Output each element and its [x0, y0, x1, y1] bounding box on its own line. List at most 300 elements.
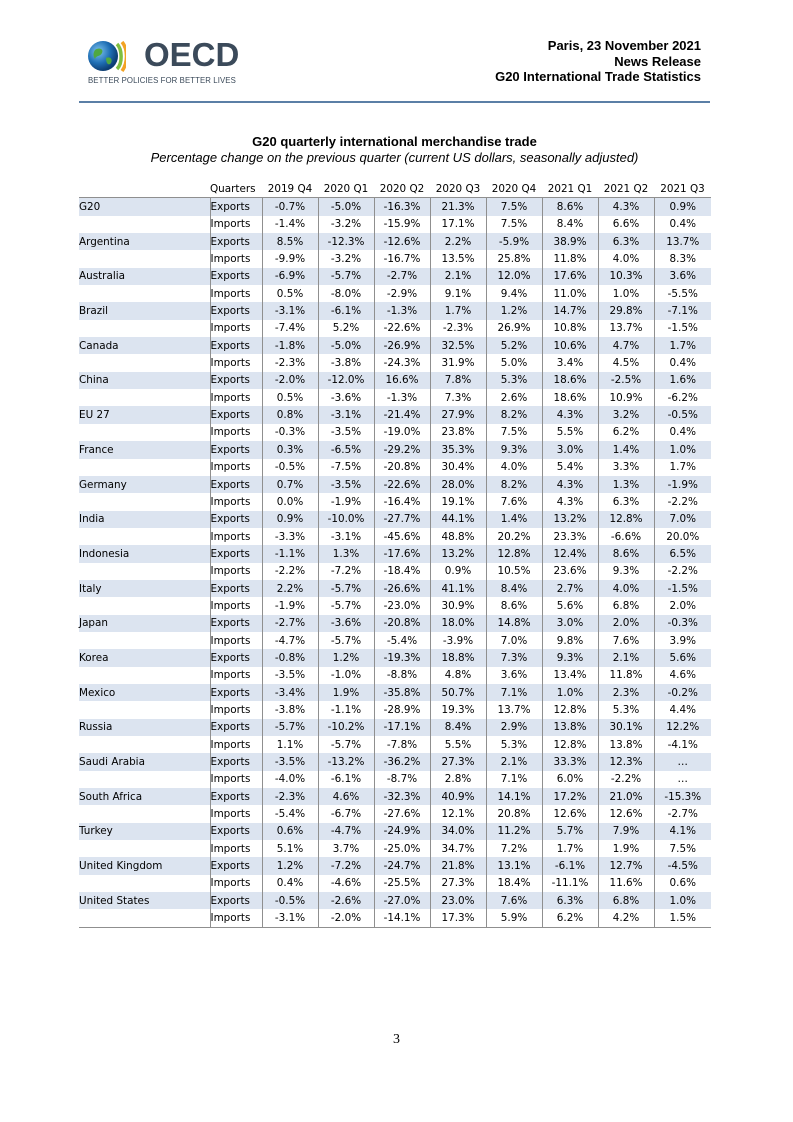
value-cell: 4.0% — [598, 250, 654, 267]
value-cell: -0.5% — [654, 406, 711, 423]
country-cell — [79, 216, 210, 233]
value-cell: -6.5% — [318, 441, 374, 458]
country-cell — [79, 250, 210, 267]
value-cell: 7.8% — [430, 372, 486, 389]
value-cell: … — [654, 753, 711, 770]
country-cell: United Kingdom — [79, 857, 210, 874]
value-cell: 8.4% — [486, 580, 542, 597]
value-cell: 3.0% — [542, 441, 598, 458]
table-row — [79, 372, 711, 389]
value-cell: 30.1% — [598, 719, 654, 736]
value-cell: 5.7% — [542, 823, 598, 840]
value-cell: 12.8% — [542, 736, 598, 753]
value-cell: 7.5% — [486, 216, 542, 233]
value-cell: 7.9% — [598, 823, 654, 840]
value-cell: 13.7% — [486, 701, 542, 718]
value-cell: 1.5% — [654, 909, 711, 927]
flow-cell: Exports — [210, 233, 262, 250]
country-cell — [79, 320, 210, 337]
value-cell: -2.7% — [374, 268, 430, 285]
value-cell: 32.5% — [430, 337, 486, 354]
value-cell: 13.8% — [542, 719, 598, 736]
value-cell: 0.9% — [262, 511, 318, 528]
table-row — [79, 216, 711, 233]
value-cell: -20.8% — [374, 459, 430, 476]
flow-cell: Exports — [210, 476, 262, 493]
value-cell: 1.0% — [654, 892, 711, 909]
value-cell: -14.1% — [374, 909, 430, 927]
value-cell: 16.6% — [374, 372, 430, 389]
value-cell: 17.3% — [430, 909, 486, 927]
value-cell: -4.1% — [654, 736, 711, 753]
value-cell: 4.0% — [598, 580, 654, 597]
value-cell: 17.6% — [542, 268, 598, 285]
value-cell: -1.5% — [654, 320, 711, 337]
country-cell — [79, 632, 210, 649]
value-cell: -2.3% — [262, 354, 318, 371]
value-cell: -3.3% — [262, 528, 318, 545]
flow-cell: Imports — [210, 216, 262, 233]
period-header: 2021 Q1 — [547, 182, 593, 195]
country-cell — [79, 389, 210, 406]
value-cell: 8.4% — [542, 216, 598, 233]
value-cell: 1.3% — [318, 545, 374, 562]
value-cell: -3.4% — [262, 684, 318, 701]
flow-cell: Imports — [210, 840, 262, 857]
flow-cell: Imports — [210, 320, 262, 337]
flow-cell: Exports — [210, 580, 262, 597]
value-cell: -5.7% — [318, 632, 374, 649]
country-cell: Italy — [79, 580, 210, 597]
value-cell: -0.5% — [262, 459, 318, 476]
country-cell: Russia — [79, 719, 210, 736]
value-cell: 14.1% — [486, 788, 542, 805]
country-cell — [79, 909, 210, 927]
value-cell: -7.2% — [318, 563, 374, 580]
table-row — [79, 667, 711, 684]
table-row — [79, 840, 711, 857]
table-row — [79, 892, 711, 909]
value-cell: -2.9% — [374, 285, 430, 302]
flow-cell: Imports — [210, 632, 262, 649]
table-row — [79, 736, 711, 753]
value-cell: -20.8% — [374, 615, 430, 632]
value-cell: 38.9% — [542, 233, 598, 250]
value-cell: 4.8% — [430, 667, 486, 684]
value-cell: -6.6% — [598, 528, 654, 545]
value-cell: -24.9% — [374, 823, 430, 840]
value-cell: -1.9% — [318, 493, 374, 510]
value-cell: -6.1% — [318, 771, 374, 788]
value-cell: -6.1% — [542, 857, 598, 874]
period-header: 2020 Q4 — [491, 182, 537, 195]
country-cell — [79, 285, 210, 302]
value-cell: 11.8% — [598, 667, 654, 684]
value-cell: -12.3% — [318, 233, 374, 250]
flow-cell: Imports — [210, 909, 262, 927]
release-type: News Release — [614, 53, 701, 69]
value-cell: 48.8% — [430, 528, 486, 545]
value-cell: 2.3% — [598, 684, 654, 701]
value-cell: -32.3% — [374, 788, 430, 805]
value-cell: 7.1% — [486, 684, 542, 701]
period-header: 2020 Q1 — [323, 182, 369, 195]
value-cell: 7.3% — [430, 389, 486, 406]
flow-cell: Exports — [210, 684, 262, 701]
value-cell: -2.0% — [318, 909, 374, 927]
value-cell: 20.0% — [654, 528, 711, 545]
value-cell: 12.3% — [598, 753, 654, 770]
value-cell: -19.3% — [374, 649, 430, 666]
value-cell: 23.3% — [542, 528, 598, 545]
table-row — [79, 909, 711, 927]
value-cell: -16.4% — [374, 493, 430, 510]
value-cell: 0.0% — [262, 493, 318, 510]
value-cell: 6.3% — [542, 892, 598, 909]
flow-cell: Exports — [210, 615, 262, 632]
header-row — [79, 180, 711, 198]
value-cell: 8.4% — [430, 719, 486, 736]
value-cell: -25.0% — [374, 840, 430, 857]
oecd-logo[interactable] — [86, 36, 246, 86]
value-cell: 5.3% — [486, 736, 542, 753]
flow-cell: Imports — [210, 528, 262, 545]
flow-cell: Exports — [210, 823, 262, 840]
quarters-header: Quarters — [210, 182, 256, 195]
value-cell: 7.5% — [486, 424, 542, 441]
value-cell: -5.7% — [318, 736, 374, 753]
value-cell: -24.7% — [374, 857, 430, 874]
value-cell: 12.8% — [486, 545, 542, 562]
value-cell: -2.3% — [262, 788, 318, 805]
value-cell: 33.3% — [542, 753, 598, 770]
table-row — [79, 389, 711, 406]
value-cell: 5.9% — [486, 909, 542, 927]
value-cell: -3.5% — [318, 476, 374, 493]
flow-cell: Imports — [210, 424, 262, 441]
table-row — [79, 857, 711, 874]
value-cell: -29.2% — [374, 441, 430, 458]
value-cell: 40.9% — [430, 788, 486, 805]
value-cell: -7.8% — [374, 736, 430, 753]
value-cell: 50.7% — [430, 684, 486, 701]
dateline: Paris, 23 November 2021 — [547, 38, 701, 53]
value-cell: 12.0% — [486, 268, 542, 285]
value-cell: 2.2% — [430, 233, 486, 250]
value-cell: 34.0% — [430, 823, 486, 840]
flow-cell: Imports — [210, 459, 262, 476]
value-cell: 1.9% — [318, 684, 374, 701]
table-row — [79, 528, 711, 545]
value-cell: 5.0% — [486, 354, 542, 371]
flow-cell: Exports — [210, 302, 262, 319]
table-row — [79, 441, 711, 458]
value-cell: -3.2% — [318, 250, 374, 267]
value-cell: 12.1% — [430, 805, 486, 822]
country-cell: India — [79, 511, 210, 528]
value-cell: 28.0% — [430, 476, 486, 493]
release-title: G20 International Trade Statistics — [495, 69, 701, 84]
value-cell: 12.8% — [542, 701, 598, 718]
value-cell: 3.7% — [318, 840, 374, 857]
value-cell: -4.7% — [262, 632, 318, 649]
table-row — [79, 563, 711, 580]
value-cell: 4.3% — [542, 406, 598, 423]
value-cell: 1.2% — [262, 857, 318, 874]
value-cell: 4.2% — [598, 909, 654, 927]
value-cell: 13.2% — [430, 545, 486, 562]
value-cell: 26.9% — [486, 320, 542, 337]
country-cell: Mexico — [79, 684, 210, 701]
value-cell: 5.1% — [262, 840, 318, 857]
value-cell: 21.8% — [430, 857, 486, 874]
value-cell: 1.9% — [598, 840, 654, 857]
table-body — [79, 198, 711, 927]
value-cell: 0.4% — [654, 216, 711, 233]
value-cell: -2.2% — [262, 563, 318, 580]
value-cell: 4.6% — [654, 667, 711, 684]
table-row — [79, 233, 711, 250]
value-cell: -5.9% — [486, 233, 542, 250]
table-row — [79, 545, 711, 562]
value-cell: -0.3% — [654, 615, 711, 632]
value-cell: 27.3% — [430, 753, 486, 770]
value-cell: 11.8% — [542, 250, 598, 267]
country-cell — [79, 424, 210, 441]
value-cell: 18.4% — [486, 875, 542, 892]
table-row — [79, 320, 711, 337]
value-cell: -5.7% — [262, 719, 318, 736]
value-cell: 7.0% — [654, 511, 711, 528]
country-cell: Turkey — [79, 823, 210, 840]
table-row — [79, 250, 711, 267]
value-cell: 11.6% — [598, 875, 654, 892]
flow-cell: Imports — [210, 805, 262, 822]
value-cell: 0.9% — [430, 563, 486, 580]
table-row — [79, 285, 711, 302]
value-cell: -3.5% — [262, 667, 318, 684]
value-cell: -1.4% — [262, 216, 318, 233]
value-cell: -7.2% — [318, 857, 374, 874]
value-cell: 3.6% — [486, 667, 542, 684]
value-cell: 8.6% — [598, 545, 654, 562]
flow-cell: Exports — [210, 372, 262, 389]
value-cell: -5.0% — [318, 198, 374, 216]
value-cell: 6.5% — [654, 545, 711, 562]
value-cell: -1.9% — [654, 476, 711, 493]
value-cell: 7.1% — [486, 771, 542, 788]
flow-cell: Imports — [210, 597, 262, 614]
value-cell: 11.0% — [542, 285, 598, 302]
table-row — [79, 268, 711, 285]
value-cell: -1.3% — [374, 302, 430, 319]
country-cell: Germany — [79, 476, 210, 493]
value-cell: 20.8% — [486, 805, 542, 822]
value-cell: -0.7% — [262, 198, 318, 216]
flow-cell: Imports — [210, 701, 262, 718]
value-cell: 0.4% — [262, 875, 318, 892]
value-cell: -6.9% — [262, 268, 318, 285]
value-cell: -16.7% — [374, 250, 430, 267]
value-cell: 13.5% — [430, 250, 486, 267]
table-row — [79, 649, 711, 666]
country-cell: China — [79, 372, 210, 389]
country-cell: France — [79, 441, 210, 458]
table-row — [79, 459, 711, 476]
value-cell: 18.8% — [430, 649, 486, 666]
value-cell: 6.3% — [598, 233, 654, 250]
value-cell: 1.0% — [654, 441, 711, 458]
value-cell: 23.8% — [430, 424, 486, 441]
table-row — [79, 875, 711, 892]
value-cell: -1.1% — [318, 701, 374, 718]
country-cell — [79, 493, 210, 510]
period-header: 2021 Q2 — [603, 182, 649, 195]
page-number: 3 — [393, 1032, 400, 1047]
value-cell: 13.7% — [598, 320, 654, 337]
globe-icon — [86, 36, 126, 76]
value-cell: 7.3% — [486, 649, 542, 666]
country-cell: Brazil — [79, 302, 210, 319]
flow-cell: Exports — [210, 649, 262, 666]
value-cell: -18.4% — [374, 563, 430, 580]
value-cell: 4.3% — [598, 198, 654, 216]
flow-cell: Exports — [210, 337, 262, 354]
table-row — [79, 302, 711, 319]
value-cell: -2.5% — [598, 372, 654, 389]
value-cell: -27.6% — [374, 805, 430, 822]
flow-cell: Exports — [210, 719, 262, 736]
value-cell: 5.3% — [598, 701, 654, 718]
value-cell: 9.3% — [486, 441, 542, 458]
value-cell: 1.4% — [486, 511, 542, 528]
value-cell: 18.6% — [542, 372, 598, 389]
value-cell: -3.6% — [318, 389, 374, 406]
value-cell: 0.4% — [654, 354, 711, 371]
value-cell: -3.9% — [430, 632, 486, 649]
value-cell: 12.6% — [598, 805, 654, 822]
country-cell — [79, 459, 210, 476]
value-cell: 8.6% — [486, 597, 542, 614]
value-cell: 27.9% — [430, 406, 486, 423]
country-cell — [79, 736, 210, 753]
value-cell: 13.1% — [486, 857, 542, 874]
value-cell: 18.0% — [430, 615, 486, 632]
value-cell: 2.6% — [486, 389, 542, 406]
country-cell — [79, 597, 210, 614]
value-cell: -8.7% — [374, 771, 430, 788]
value-cell: 8.2% — [486, 476, 542, 493]
value-cell: -27.0% — [374, 892, 430, 909]
country-cell: Korea — [79, 649, 210, 666]
value-cell: 21.0% — [598, 788, 654, 805]
value-cell: 0.3% — [262, 441, 318, 458]
country-cell: Australia — [79, 268, 210, 285]
value-cell: -7.4% — [262, 320, 318, 337]
country-cell — [79, 840, 210, 857]
value-cell: 4.4% — [654, 701, 711, 718]
value-cell: 2.1% — [598, 649, 654, 666]
value-cell: 5.2% — [318, 320, 374, 337]
value-cell: -2.7% — [262, 615, 318, 632]
value-cell: 5.6% — [654, 649, 711, 666]
value-cell: 0.5% — [262, 285, 318, 302]
value-cell: 2.0% — [654, 597, 711, 614]
value-cell: -3.1% — [318, 406, 374, 423]
value-cell: -4.6% — [318, 875, 374, 892]
value-cell: -6.7% — [318, 805, 374, 822]
logo-wordmark: OECD — [144, 36, 240, 73]
value-cell: 19.1% — [430, 493, 486, 510]
value-cell: -2.0% — [262, 372, 318, 389]
flow-cell: Exports — [210, 788, 262, 805]
value-cell: 19.3% — [430, 701, 486, 718]
value-cell: -26.9% — [374, 337, 430, 354]
value-cell: 7.0% — [486, 632, 542, 649]
value-cell: 1.6% — [654, 372, 711, 389]
value-cell: 11.2% — [486, 823, 542, 840]
value-cell: 1.2% — [318, 649, 374, 666]
country-cell: EU 27 — [79, 406, 210, 423]
value-cell: -45.6% — [374, 528, 430, 545]
value-cell: -5.5% — [654, 285, 711, 302]
value-cell: -10.2% — [318, 719, 374, 736]
value-cell: 4.5% — [598, 354, 654, 371]
value-cell: -0.2% — [654, 684, 711, 701]
flow-cell: Imports — [210, 389, 262, 406]
value-cell: 25.8% — [486, 250, 542, 267]
value-cell: 12.2% — [654, 719, 711, 736]
country-cell — [79, 805, 210, 822]
value-cell: 12.8% — [598, 511, 654, 528]
table-row — [79, 424, 711, 441]
value-cell: 12.6% — [542, 805, 598, 822]
value-cell: 18.6% — [542, 389, 598, 406]
country-header — [79, 180, 210, 198]
value-cell: 2.0% — [598, 615, 654, 632]
value-cell: 8.5% — [262, 233, 318, 250]
value-cell: -10.0% — [318, 511, 374, 528]
value-cell: -1.8% — [262, 337, 318, 354]
table-row — [79, 701, 711, 718]
value-cell: -9.9% — [262, 250, 318, 267]
value-cell: 7.6% — [486, 493, 542, 510]
flow-cell: Exports — [210, 511, 262, 528]
value-cell: -12.0% — [318, 372, 374, 389]
value-cell: 17.2% — [542, 788, 598, 805]
value-cell: 41.1% — [430, 580, 486, 597]
value-cell: 4.1% — [654, 823, 711, 840]
flow-cell: Imports — [210, 771, 262, 788]
value-cell: 14.8% — [486, 615, 542, 632]
value-cell: 5.6% — [542, 597, 598, 614]
value-cell: 30.4% — [430, 459, 486, 476]
period-header: 2020 Q3 — [435, 182, 481, 195]
value-cell: -28.9% — [374, 701, 430, 718]
table-row — [79, 771, 711, 788]
value-cell: -8.8% — [374, 667, 430, 684]
table-row — [79, 337, 711, 354]
flow-cell: Imports — [210, 354, 262, 371]
country-cell: Canada — [79, 337, 210, 354]
table-title: G20 quarterly international merchandise trade — [252, 134, 537, 149]
value-cell: -6.2% — [654, 389, 711, 406]
value-cell: -6.1% — [318, 302, 374, 319]
value-cell: 1.7% — [654, 459, 711, 476]
value-cell: -2.7% — [654, 805, 711, 822]
value-cell: 7.5% — [654, 840, 711, 857]
value-cell: 34.7% — [430, 840, 486, 857]
